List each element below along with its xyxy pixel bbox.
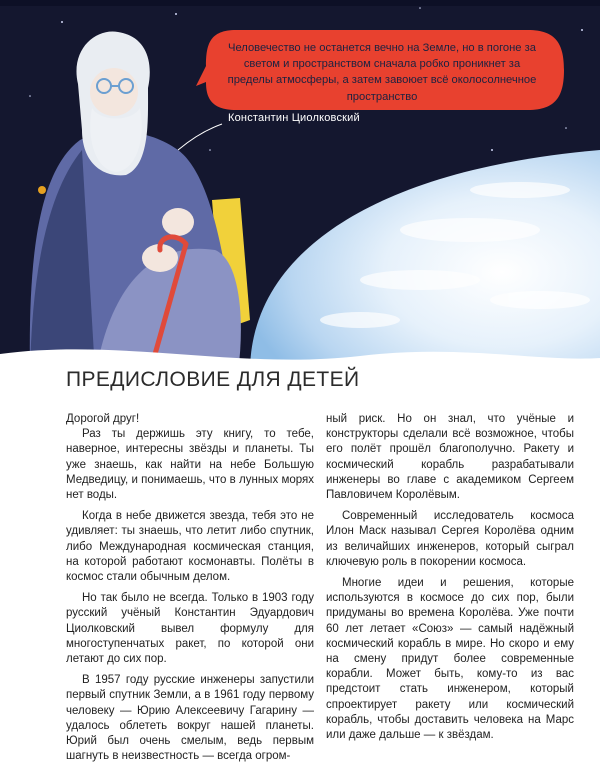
paragraph: Но так было не всегда. Только в 1903 году русский учёный Константин Эдуардович Циолковский вывел формулу для многоступенчатых ракет, по которой они летают до сих пор. [66,592,314,666]
greeting: Дорогой друг! [66,413,140,425]
paragraph: Современный исследователь космоса Илон Маск называл Сергея Королёва одним из величайших инженеров, который сыграл ключевую роль в покорении космоса. [326,510,574,568]
page-title: ПРЕДИСЛОВИЕ ДЛЯ ДЕТЕЙ [66,368,360,391]
paragraph: В 1957 году русские инженеры запустили первый спутник Земли, а в 1961 году первому человеку — Юрию Алексеевичу Гагарину — удалось облететь вокруг нашей планеты. Юрий был очень смелым, ведь первым шагнуть в неизвестность — всегда огром- [66,674,314,763]
text-column-left [66,412,314,770]
paragraph: Многие идеи и решения, которые используются в космосе до сих пор, были придуманы во времена Королёва. Уже почти 60 лет летает «Союз» — самый надёжный космический корабль в мире. Но скоро и ему на смену придут более современные корабли. Может быть, кому-то из вас предстоит стать инженером, который спроектирует ракету или космический корабль, чтобы доставить человека на Марс или даже дальше — к звёздам. [326,577,574,742]
paragraph: Раз ты держишь эту книгу, то тебе, наверное, интересны звёзды и планеты. Ты уже знаешь, как найти на небе Большую Медведицу, и понимаешь, что в лунных морях нет воды. [66,428,314,502]
quote-text: Человечество не останется вечно на Земле, но в погоне за светом и пространством сначала робко проникнет за пределы атмосферы, а затем завоюет всё околосолнечное пространство [227,42,537,103]
paragraph-continuation: ный риск. Но он знал, что учёные и конструкторы сделали всё возможное, чтобы его полёт прошёл благополучно. Ракету и космический корабль разрабатывали инженеры во главе с академиком Сергеем Павловичем Королёвым. [326,413,574,502]
quote-author: Константин Циолковский [228,112,360,124]
paragraph: Когда в небе движется звезда, тебя это не удивляет: ты знаешь, что летит либо спутник, либо Международная космическая станция, на которой работают космонавты. Полёты в космос стали обычным делом. [66,510,314,584]
text-column-right [326,412,574,749]
